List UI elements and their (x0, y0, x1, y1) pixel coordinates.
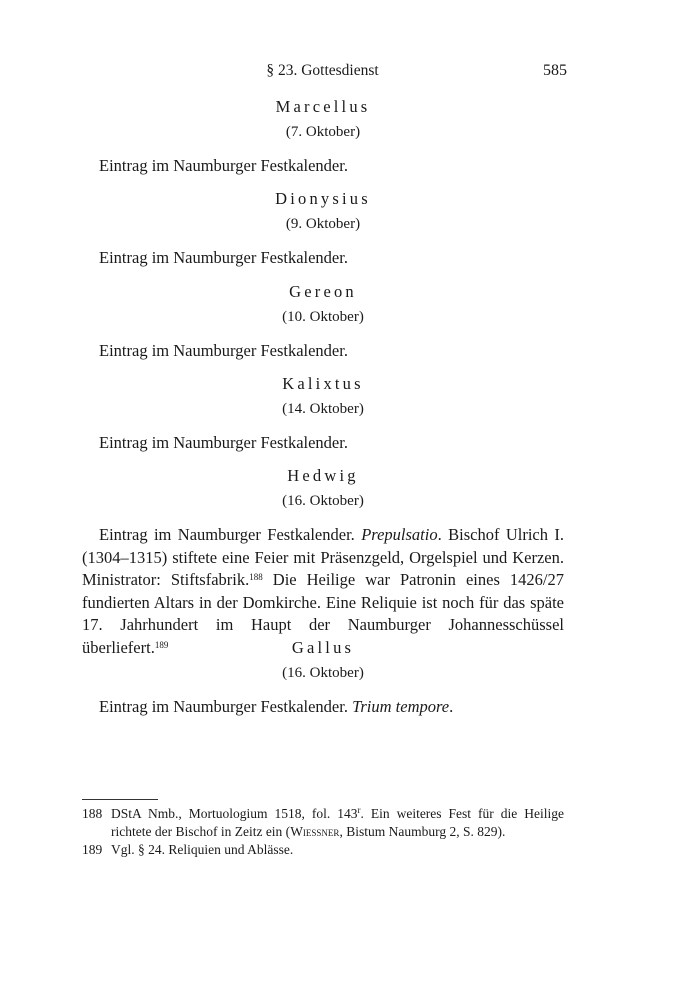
entry-text: Eintrag im Naumburger Festkalender. (99, 341, 348, 360)
entry-text: Eintrag im Naumburger Festkalender. (99, 248, 348, 267)
footnote-text: DStA Nmb., Mortuologium 1518, fol. 143 (111, 806, 358, 821)
saint-name: Marcellus (275, 97, 371, 116)
saint-name: Hedwig (287, 466, 359, 485)
entry-gereon (82, 281, 564, 363)
entry-text (82, 696, 564, 719)
feast-date: (9. Oktober) (285, 216, 361, 232)
footnote-number: 188 (82, 806, 103, 821)
page-number: 585 (543, 62, 567, 79)
latin-term: Trium tempore (352, 697, 450, 716)
footnote-reference[interactable]: 189 (154, 639, 169, 650)
feast-date: (7. Oktober) (285, 124, 361, 140)
feast-date: (16. Oktober) (282, 665, 364, 681)
saint-name: Gallus (291, 638, 355, 657)
saint-name: Kalixtus (282, 374, 364, 393)
text-segment: Eintrag im Naumburger Festkalender. (99, 525, 355, 544)
footnote-reference[interactable]: 188 (249, 572, 263, 582)
latin-term: Prepulsatio (361, 525, 438, 544)
entry-gallus (82, 637, 564, 719)
text-segment: Eintrag im Naumburger Festkalender. (99, 697, 353, 716)
author-name: Wießner (290, 824, 340, 839)
text-segment: . (449, 697, 454, 716)
entry-text: Eintrag im Naumburger Festkalender. (99, 156, 348, 175)
entry-kalixtus (82, 373, 564, 455)
text-segment: . Bischof Ulrich I. (1304–1315) stiftete eine Feier mit Präsenzgeld, Orgelspiel und Kerzen. Ministrator: Stiftsfabrik. (82, 525, 565, 589)
text-segment: Die Heilige war Patronin eines 1426/27 fundierten Altars in der Domkirche. Eine Reliquie ist noch für das späte 17. Jahrhundert im Haupt der Naumburger Johannesschüssel überliefert. (82, 570, 564, 657)
entry-text: Eintrag im Naumburger Festkalender. (99, 433, 348, 452)
saint-name: Gereon (289, 282, 357, 301)
feast-date: (10. Oktober) (282, 309, 364, 325)
feast-date: (14. Oktober) (282, 401, 364, 417)
entry-hedwig (82, 465, 564, 659)
footnote-188 (82, 805, 564, 841)
running-title: § 23. Gottesdienst (266, 62, 379, 79)
footnote-189 (82, 841, 564, 859)
page-header (0, 60, 700, 82)
entry-dionysius (82, 188, 564, 270)
footnote-text: , Bistum Naumburg 2, S. 829). (339, 824, 506, 839)
entry-marcellus (82, 96, 564, 178)
footnote-text: Vgl. § 24. Reliquien und Ablässe. (111, 842, 294, 857)
footnote-text: . Ein weiteres Fest für die Heilige richtete der Bischof in Zeitz ein ( (111, 806, 564, 839)
footnotes (82, 805, 564, 859)
feast-date: (16. Oktober) (282, 493, 364, 509)
footnote-number: 189 (82, 842, 103, 857)
saint-name: Dionysius (275, 189, 371, 208)
footnote-divider (82, 799, 158, 800)
folio-superscript: r (357, 805, 361, 815)
